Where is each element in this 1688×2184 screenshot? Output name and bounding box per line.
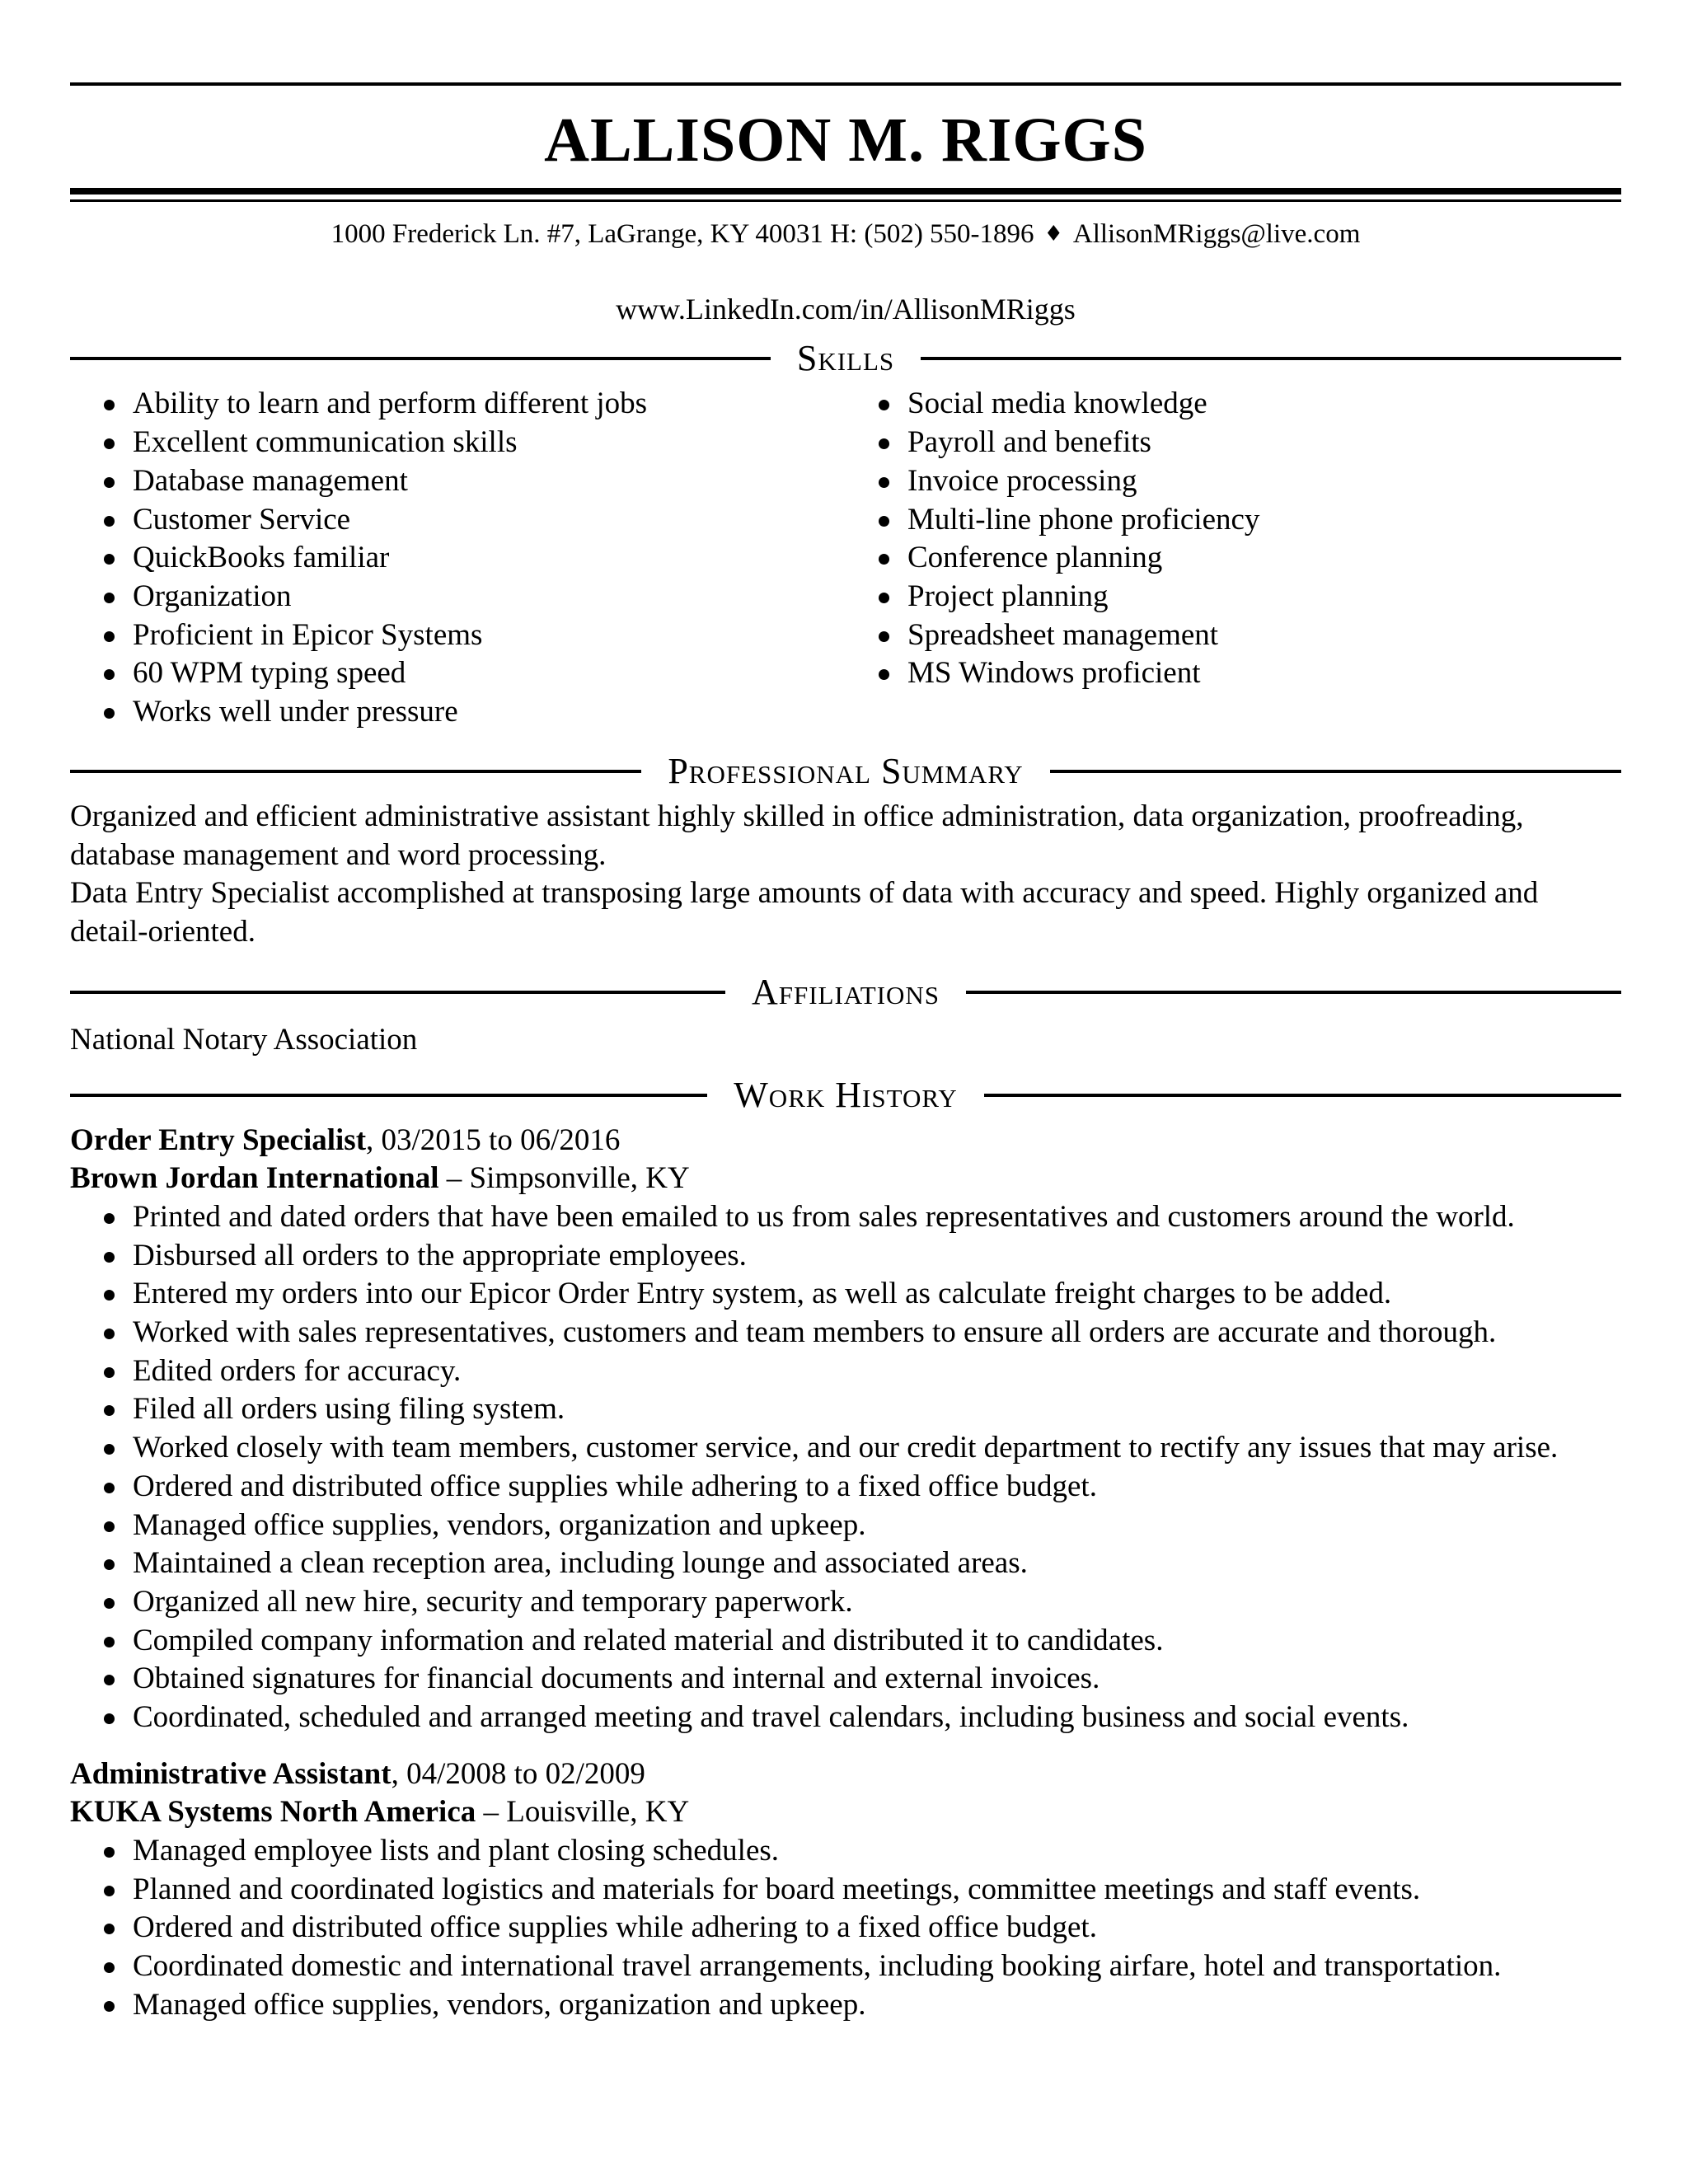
list-item: Ability to learn and perform different jobs [70, 385, 845, 424]
header-top-rule [70, 82, 1621, 86]
work-history-list [70, 1122, 1621, 2024]
heading-rule-left [70, 357, 771, 360]
list-item: Disbursed all orders to the appropriate employees. [70, 1237, 1621, 1276]
job-dates: , 04/2008 to 02/2009 [391, 1756, 645, 1791]
list-item: Customer Service [70, 501, 845, 540]
header-thin-rule [70, 199, 1621, 202]
job-entry [70, 1755, 1621, 2025]
job-dates: , 03/2015 to 06/2016 [366, 1122, 621, 1157]
summary-paragraph: Data Entry Specialist accomplished at transposing large amounts of data with accuracy and speed. Highly organized and detail-oriented. [70, 876, 1539, 949]
company-location: – Simpsonville, KY [438, 1161, 690, 1196]
list-item: Database management [70, 462, 845, 501]
list-item: Excellent communication skills [70, 424, 845, 462]
skills-list [70, 385, 1621, 731]
list-item: Proficient in Epicor Systems [70, 616, 845, 655]
list-item: Managed office supplies, vendors, organization and upkeep. [70, 1507, 1621, 1545]
skills-column-right [845, 385, 1620, 731]
linkedin-url: www.LinkedIn.com/in/AllisonMRiggs [616, 292, 1076, 326]
affiliation-item: National Notary Association [70, 1022, 418, 1057]
job-entry [70, 1122, 1621, 1737]
heading-rule-right [966, 991, 1621, 994]
heading-rule-left [70, 1094, 707, 1097]
job-title-line [70, 1755, 1621, 1794]
list-item: Managed employee lists and plant closing schedules. [70, 1832, 1621, 1871]
list-item: Ordered and distributed office supplies while adhering to a fixed office budget. [70, 1468, 1621, 1507]
heading-rule-left [70, 991, 725, 994]
list-item: Maintained a clean reception area, including lounge and associated areas. [70, 1544, 1621, 1583]
job-duties [70, 1198, 1621, 1737]
list-item: Organized all new hire, security and temporary paperwork. [70, 1583, 1621, 1622]
contact-line [70, 217, 1621, 252]
list-item: Conference planning [845, 539, 1620, 578]
job-duties [70, 1832, 1621, 2025]
list-item: Works well under pressure [70, 693, 845, 732]
section-title: Skills [796, 338, 895, 379]
skills-column-left [70, 385, 845, 731]
heading-rule-right [1050, 770, 1621, 773]
affiliations-heading [70, 972, 1621, 1012]
list-item: QuickBooks familiar [70, 539, 845, 578]
list-item: Invoice processing [845, 462, 1620, 501]
heading-rule-left [70, 770, 641, 773]
list-item: Printed and dated orders that have been emailed to us from sales representatives and customers around the world. [70, 1198, 1621, 1237]
list-item: Multi-line phone proficiency [845, 501, 1620, 540]
email: AllisonMRiggs@live.com [1072, 219, 1361, 249]
list-item: Coordinated, scheduled and arranged meeting and travel calendars, including business and social events. [70, 1699, 1621, 1737]
job-title: Order Entry Specialist [70, 1122, 367, 1157]
list-item: Payroll and benefits [845, 424, 1620, 462]
resume-page [70, 82, 1621, 2024]
list-item: Organization [70, 578, 845, 616]
list-item: Compiled company information and related material and distributed it to candidates. [70, 1622, 1621, 1661]
company-line [70, 1793, 1621, 1832]
list-item: 60 WPM typing speed [70, 654, 845, 693]
list-item: Ordered and distributed office supplies while adhering to a fixed office budget. [70, 1909, 1621, 1947]
company-name: KUKA Systems North America [70, 1795, 476, 1830]
list-item: Entered my orders into our Epicor Order Entry system, as well as calculate freight charges to be added. [70, 1275, 1621, 1314]
candidate-name: ALLISON M. RIGGS [544, 105, 1147, 175]
section-title: Work History [734, 1074, 958, 1115]
list-item: MS Windows proficient [845, 654, 1620, 693]
work-history-heading [70, 1076, 1621, 1115]
list-item: Edited orders for accuracy. [70, 1352, 1621, 1391]
summary-heading [70, 752, 1621, 791]
section-title: Professional Summary [668, 750, 1024, 791]
section-title: Affiliations [751, 972, 940, 1013]
summary-paragraph: Organized and efficient administrative assistant highly skilled in office administration, data organization, proofreading, database management and word processing. [70, 799, 1524, 872]
list-item: Planned and coordinated logistics and materials for board meetings, committee meetings and staff events. [70, 1871, 1621, 1910]
summary-text [70, 798, 1621, 951]
list-item: Worked closely with team members, customer service, and our credit department to rectify any issues that may arise. [70, 1429, 1621, 1468]
skills-heading [70, 339, 1621, 378]
list-item: Obtained signatures for financial documents and internal and external invoices. [70, 1660, 1621, 1699]
company-name: Brown Jordan International [70, 1161, 439, 1196]
header-thick-rule [70, 188, 1621, 194]
list-item: Managed office supplies, vendors, organization and upkeep. [70, 1986, 1621, 2025]
list-item: Coordinated domestic and international travel arrangements, including booking airfare, hotel and transportation. [70, 1947, 1621, 1986]
list-item: Worked with sales representatives, customers and team members to ensure all orders are accurate and thorough. [70, 1314, 1621, 1352]
list-item: Filed all orders using filing system. [70, 1390, 1621, 1429]
list-item: Project planning [845, 578, 1620, 616]
list-item: Social media knowledge [845, 385, 1620, 424]
list-item: Spreadsheet management [845, 616, 1620, 655]
job-title-line [70, 1122, 1621, 1160]
company-location: – Louisville, KY [476, 1795, 690, 1830]
heading-rule-right [921, 357, 1621, 360]
heading-rule-right [984, 1094, 1621, 1097]
job-title: Administrative Assistant [70, 1756, 392, 1791]
diamond-separator-icon: ♦ [1043, 222, 1063, 246]
company-line [70, 1160, 1621, 1198]
address-phone: 1000 Frederick Ln. #7, LaGrange, KY 40031 H: (502) 550-1896 [331, 219, 1034, 249]
